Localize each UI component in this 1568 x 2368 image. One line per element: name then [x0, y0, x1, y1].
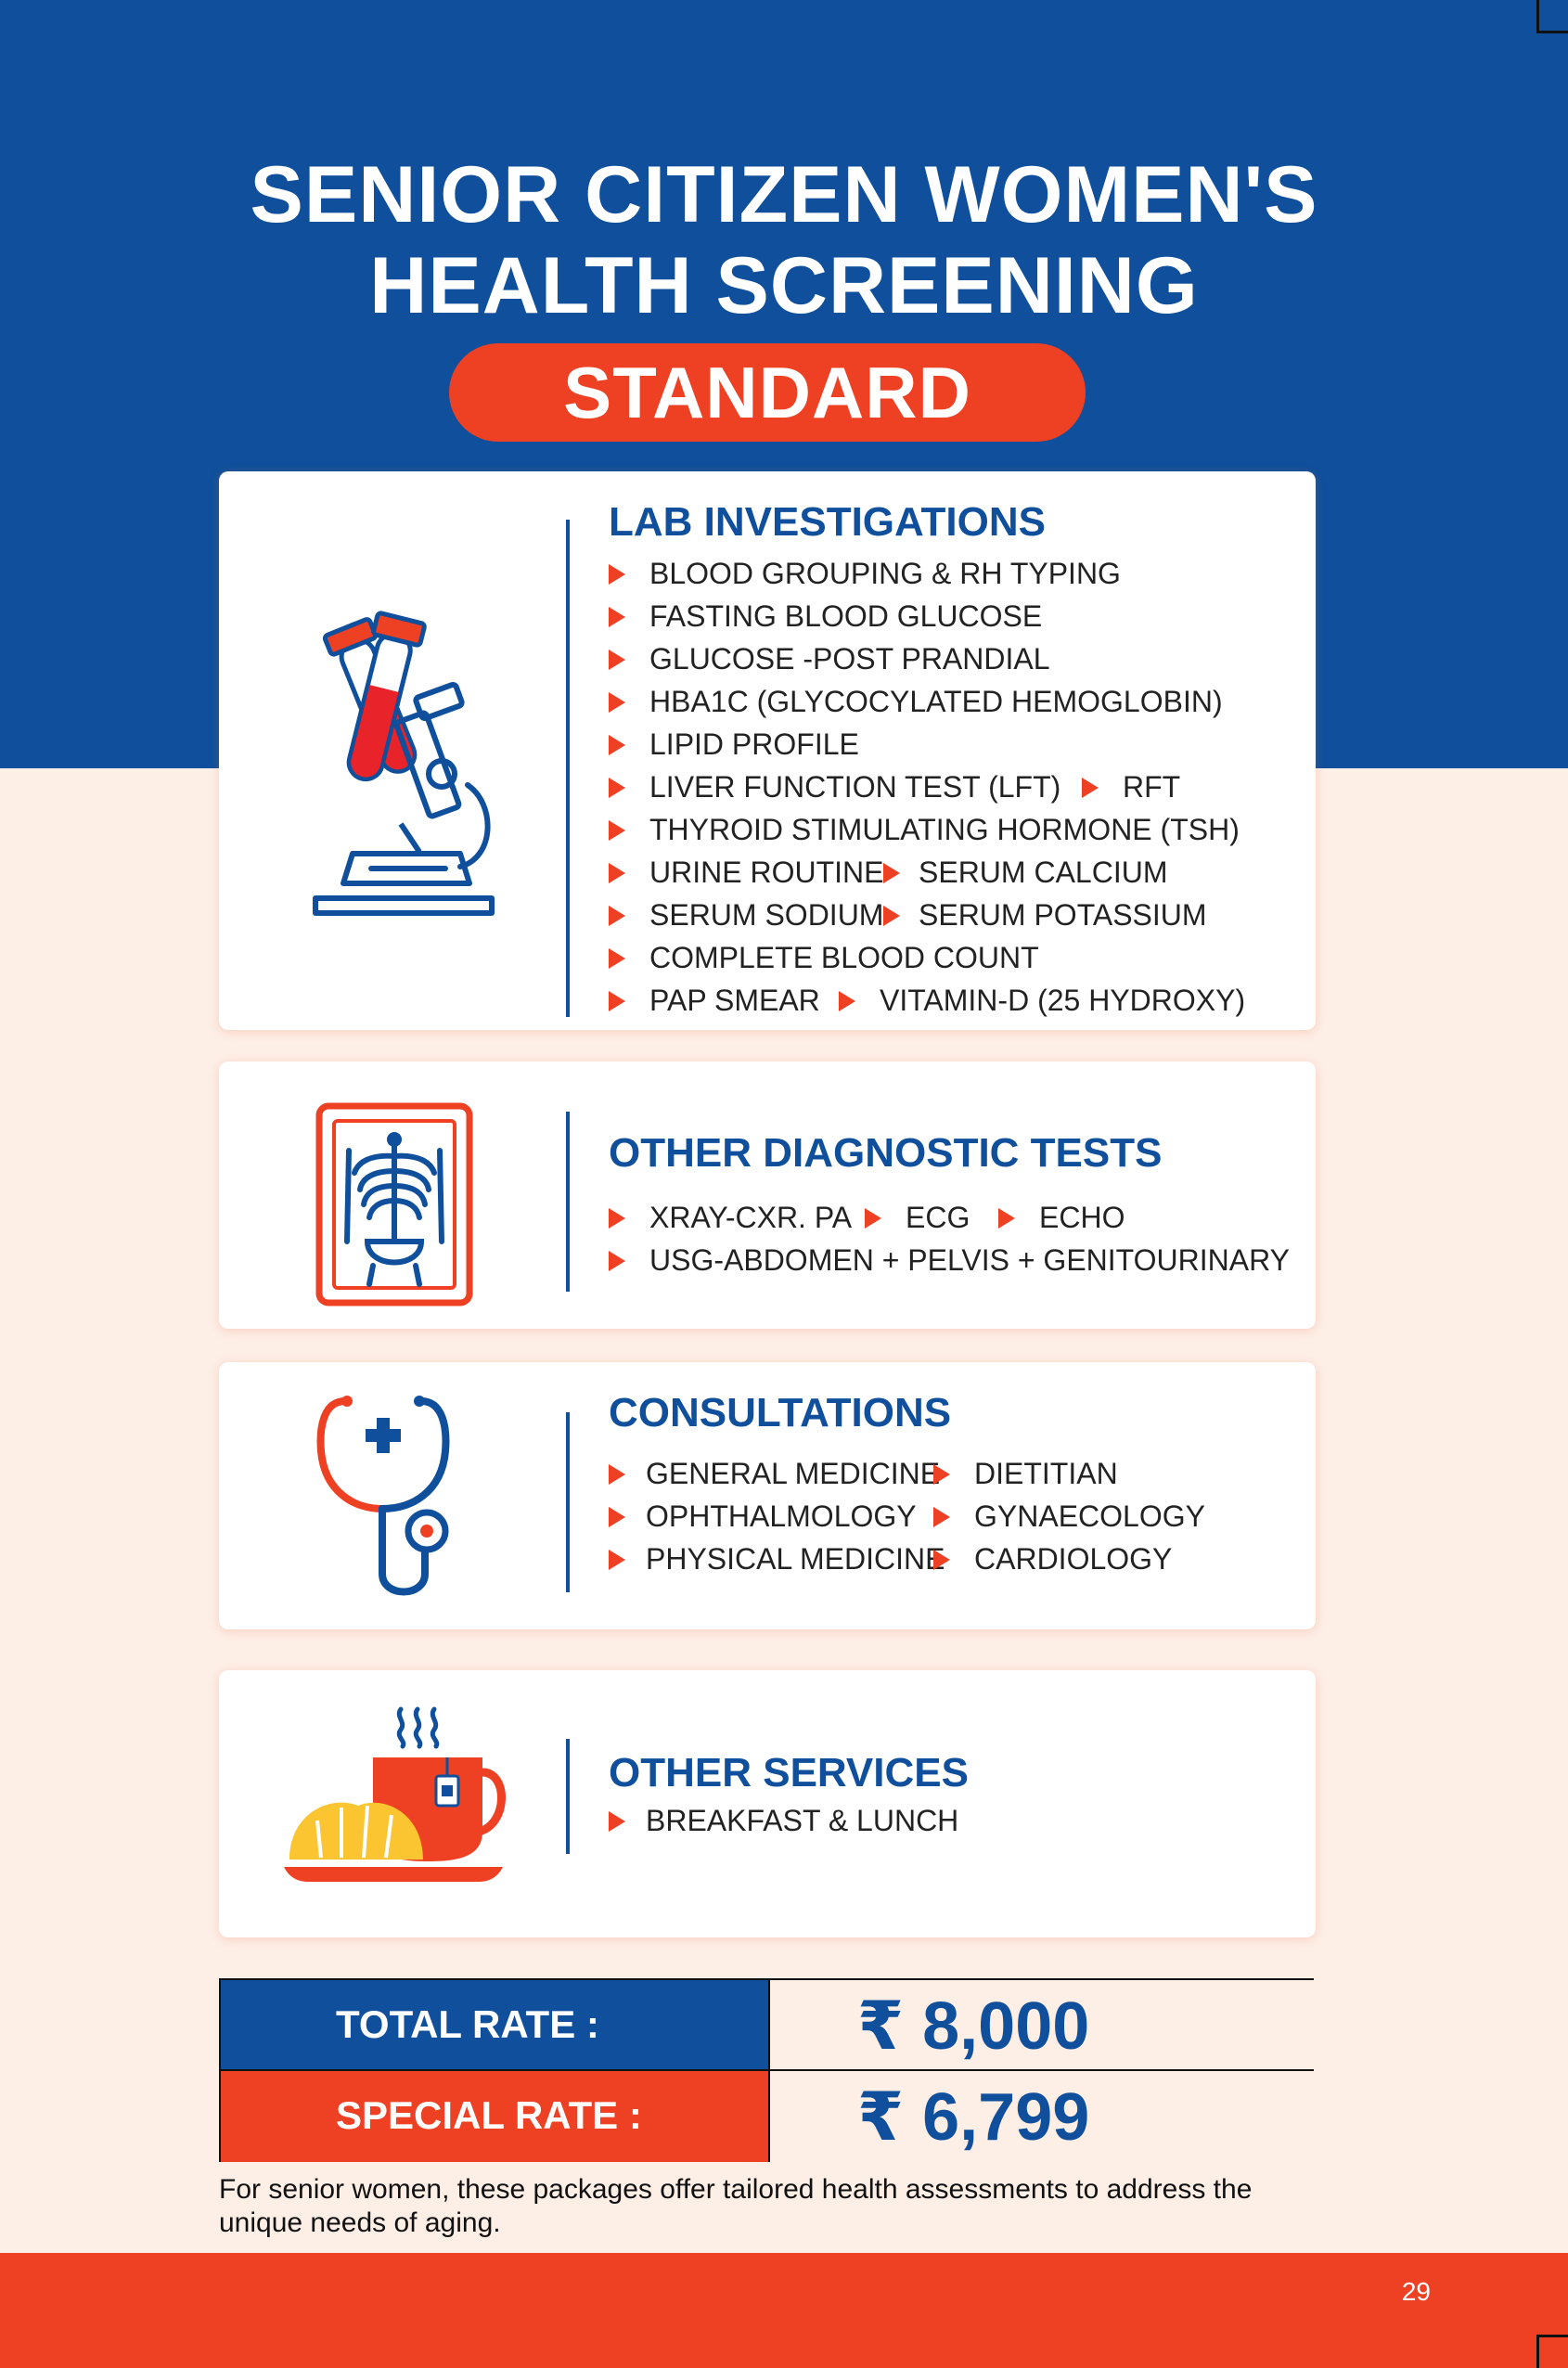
bullet-triangle-icon — [609, 1507, 625, 1527]
list-item: PHYSICAL MEDICINE — [609, 1540, 945, 1577]
special-rate-row — [221, 2071, 1312, 2162]
list-item: RFT — [1082, 768, 1180, 805]
list-item: LIVER FUNCTION TEST (LFT) — [609, 768, 1060, 805]
bullet-triangle-icon — [609, 1251, 625, 1271]
bullet-triangle-icon — [609, 906, 625, 926]
bullet-triangle-icon — [609, 564, 625, 585]
bullet-triangle-icon — [609, 650, 625, 670]
bullet-triangle-icon — [933, 1507, 950, 1527]
page-title-line2: HEALTH SCREENING — [369, 241, 1199, 330]
list-item: XRAY-CXR. PA — [609, 1199, 852, 1236]
crop-mark-top-right — [1536, 0, 1568, 33]
list-item: PAP SMEAR — [609, 982, 820, 1019]
consultations-card — [219, 1362, 1316, 1629]
divider-line — [566, 1739, 570, 1854]
special-rate-label: SPECIAL RATE : — [221, 2071, 768, 2162]
bullet-triangle-icon — [609, 692, 625, 713]
test-tubes-microscope-icon — [297, 601, 503, 917]
diagnostic-tests-title: OTHER DIAGNOSTIC TESTS — [609, 1130, 1163, 1176]
page-title-line1: SENIOR CITIZEN WOMEN'S — [250, 150, 1318, 239]
lab-investigations-card — [219, 471, 1316, 1030]
bullet-triangle-icon — [883, 863, 900, 883]
other-services-title: OTHER SERVICES — [609, 1750, 969, 1795]
bullet-triangle-icon — [609, 735, 625, 755]
bullet-triangle-icon — [609, 778, 625, 798]
list-item: VITAMIN-D (25 HYDROXY) — [839, 982, 1245, 1019]
list-item: SERUM SODIUM — [609, 896, 883, 933]
footer-band — [0, 2253, 1568, 2368]
other-services-card — [219, 1670, 1316, 1937]
total-rate-row — [221, 1980, 1312, 2071]
list-item: HBA1C (GLYCOCYLATED HEMOGLOBIN) — [609, 683, 1223, 720]
divider-line — [566, 1412, 570, 1592]
footnote-text: For senior women, these packages offer tailored health assessments to address the unique needs of aging. — [219, 2174, 1253, 2238]
consultations-title: CONSULTATIONS — [609, 1390, 952, 1435]
total-rate-label: TOTAL RATE : — [221, 1980, 768, 2069]
crop-mark-bottom-right — [1536, 2335, 1568, 2368]
list-item: CARDIOLOGY — [933, 1540, 1172, 1577]
bullet-triangle-icon — [1082, 778, 1099, 798]
bullet-triangle-icon — [933, 1464, 950, 1485]
stethoscope-icon — [312, 1392, 469, 1607]
list-item: COMPLETE BLOOD COUNT — [609, 939, 1039, 976]
page-number: 29 — [1401, 2277, 1431, 2306]
rates-table — [219, 1978, 1314, 2162]
bullet-triangle-icon — [609, 948, 625, 969]
list-item: USG-ABDOMEN + PELVIS + GENITOURINARY — [609, 1242, 1290, 1279]
list-item: FASTING BLOOD GLUCOSE — [609, 598, 1042, 635]
total-rate-value: ₹ 8,000 — [768, 1980, 1314, 2069]
package-badge: STANDARD — [449, 343, 1086, 442]
lab-investigations-title: LAB INVESTIGATIONS — [609, 499, 1046, 545]
bullet-triangle-icon — [609, 1550, 625, 1570]
bullet-triangle-icon — [933, 1550, 950, 1570]
list-item: THYROID STIMULATING HORMONE (TSH) — [609, 811, 1240, 848]
divider-line — [566, 520, 570, 1017]
bullet-triangle-icon — [609, 991, 625, 1011]
list-item: BREAKFAST & LUNCH — [609, 1802, 958, 1839]
list-item: GYNAECOLOGY — [933, 1498, 1205, 1535]
list-item: ECG — [865, 1199, 970, 1236]
list-item: BLOOD GROUPING & RH TYPING — [609, 555, 1121, 592]
divider-line — [566, 1112, 570, 1292]
bullet-triangle-icon — [609, 820, 625, 841]
bullet-triangle-icon — [609, 1811, 625, 1832]
diagnostic-tests-card — [219, 1062, 1316, 1329]
breakfast-tea-croissant-icon — [284, 1702, 507, 1884]
bullet-triangle-icon — [609, 607, 625, 627]
list-item: SERUM POTASSIUM — [883, 896, 1207, 933]
list-item: OPHTHALMOLOGY — [609, 1498, 917, 1535]
bullet-triangle-icon — [609, 863, 625, 883]
bullet-triangle-icon — [609, 1208, 625, 1229]
special-rate-value: ₹ 6,799 — [768, 2071, 1314, 2162]
list-item: DIETITIAN — [933, 1455, 1118, 1492]
list-item: GENERAL MEDICINE — [609, 1455, 940, 1492]
bullet-triangle-icon — [839, 991, 855, 1011]
xray-skeleton-icon — [315, 1102, 473, 1306]
list-item: SERUM CALCIUM — [883, 854, 1167, 891]
list-item: GLUCOSE -POST PRANDIAL — [609, 640, 1050, 677]
bullet-triangle-icon — [883, 906, 900, 926]
bullet-triangle-icon — [865, 1208, 881, 1229]
list-item: ECHO — [998, 1199, 1125, 1236]
list-item: URINE ROUTINE — [609, 854, 883, 891]
list-item: LIPID PROFILE — [609, 726, 859, 763]
bullet-triangle-icon — [998, 1208, 1015, 1229]
bullet-triangle-icon — [609, 1464, 625, 1485]
